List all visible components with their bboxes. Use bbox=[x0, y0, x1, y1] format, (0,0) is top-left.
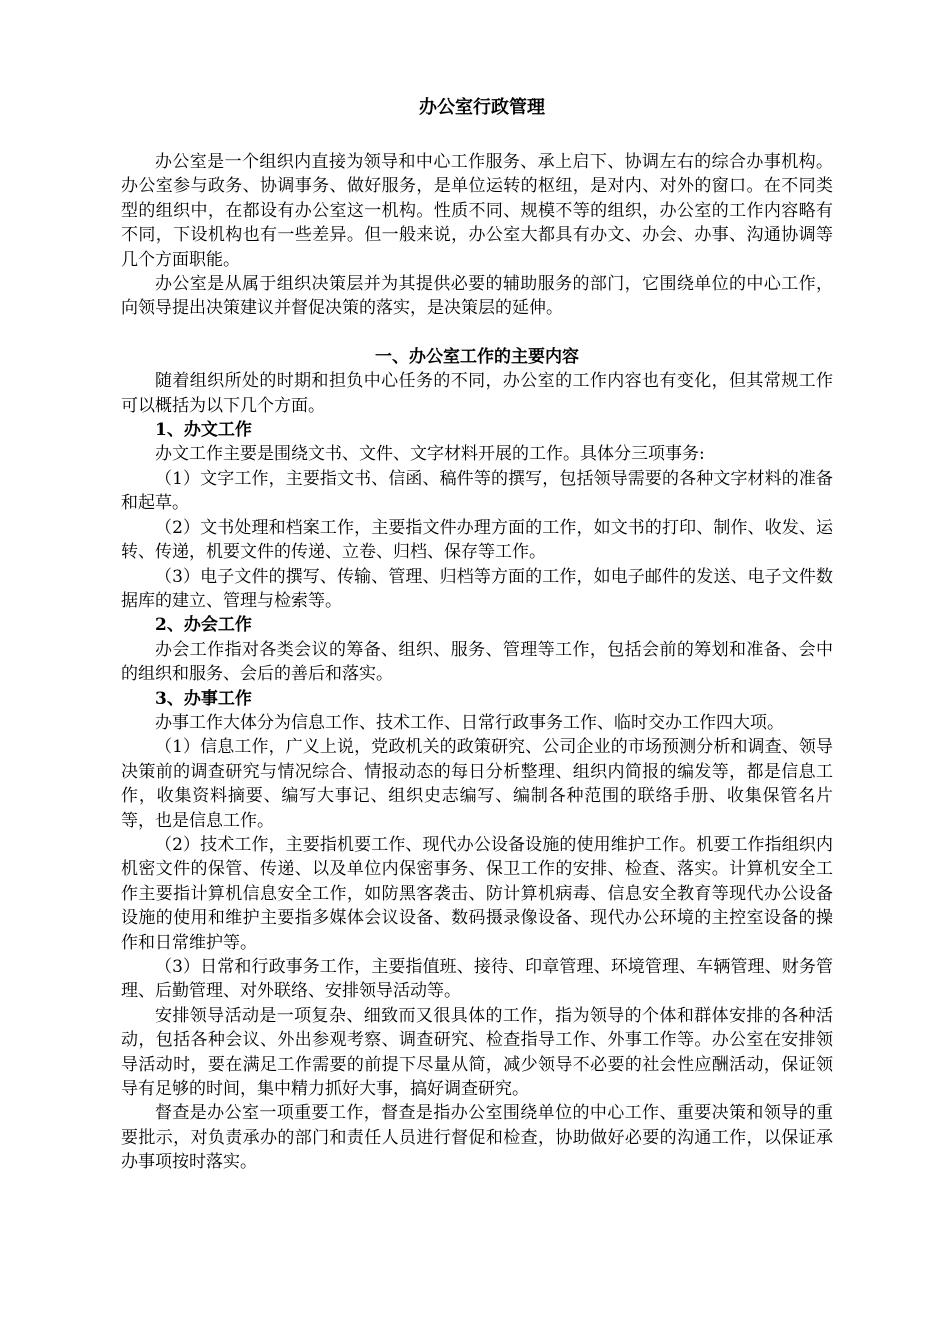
banshi-paragraph-4: （3）日常和行政事务工作，主要指值班、接待、印章管理、环境管理、车辆管理、财务管理、后勤管理、对外联络、安排领导活动等。 bbox=[121, 957, 833, 1002]
subheading-banwen: 1、办文工作 bbox=[155, 420, 252, 441]
section-heading-1: 一、办公室工作的主要内容 bbox=[375, 346, 579, 367]
banshi-paragraph-6: 督查是办公室一项重要工作，督查是指办公室围绕单位的中心工作、重要决策和领导的重要批示，对负责承办的部门和责任人员进行督促和检查，协助做好必要的沟通工作，以保证承办事项按时落实。 bbox=[121, 1103, 833, 1173]
banshi-paragraph-2: （1）信息工作，广义上说，党政机关的政策研究、公司企业的市场预测分析和调查、领导决策前的调查研究与情况综合、情报动态的每日分析整理、组织内简报的编发等，都是信息工作，收集资料摘要、编写大事记、组织史志编写、编制各种范围的联络手册、收集保管名片等，也是信息工作。 bbox=[121, 737, 833, 831]
banwen-paragraph-4: （3）电子文件的撰写、传输、管理、归档等方面的工作，如电子邮件的发送、电子文件数据库的建立、管理与检索等。 bbox=[121, 566, 833, 611]
intro-paragraph-2: 办公室是从属于组织决策层并为其提供必要的辅助服务的部门，它围绕单位的中心工作，向领导提出决策建议并督促决策的落实，是决策层的延伸。 bbox=[121, 274, 833, 319]
banwen-paragraph-2: （1）文字工作，主要指文书、信函、稿件等的撰写，包括领导需要的各种文字材料的准备和起草。 bbox=[121, 468, 833, 514]
document-title: 办公室行政管理 bbox=[419, 97, 545, 118]
subheading-banhui: 2、办会工作 bbox=[155, 615, 252, 636]
banshi-paragraph-3: （2）技术工作，主要指机要工作、现代办公设备设施的使用维护工作。机要工作指组织内机密文件的保管、传递、以及单位内保密事务、保卫工作的安排、检查、落实。计算机安全工作主要指计算机信息安全工作，如防黑客袭击、防计算机病毒、信息安全教育等现代办公设备设施的使用和维护主要指多媒体会议设备、数码摄录像设备、现代办公环境的主控室设备的操作和日常维护等。 bbox=[121, 834, 833, 953]
banwen-paragraph-3: （2）文书处理和档案工作，主要指文件办理方面的工作，如文书的打印、制作、收发、运转、传递，机要文件的传递、立卷、归档、保存等工作。 bbox=[121, 517, 833, 563]
banwen-paragraph-1: 办文工作主要是围绕文书、文件、文字材料开展的工作。具体分三项事务: bbox=[155, 444, 705, 465]
section-intro-paragraph: 随着组织所处的时期和担负中心任务的不同，办公室的工作内容也有变化，但其常规工作可以概括为以下几个方面。 bbox=[121, 371, 833, 416]
intro-paragraph-1: 办公室是一个组织内直接为领导和中心工作服务、承上启下、协调左右的综合办事机构。办公室参与政务、协调事务、做好服务，是单位运转的枢纽，是对内、对外的窗口。在不同类型的组织中，在都设有办公室这一机构。性质不同、规模不等的组织，办公室的工作内容略有不同，下设机构也有一些差异。但一般来说，办公室大都具有办文、办会、办事、沟通协调等几个方面职能。 bbox=[121, 152, 833, 270]
document-page bbox=[121, 96, 833, 1175]
banshi-paragraph-1: 办事工作大体分为信息工作、技术工作、日常行政事务工作、临时交办工作四大项。 bbox=[155, 712, 784, 733]
subheading-banshi: 3、办事工作 bbox=[155, 688, 252, 709]
banhui-paragraph-1: 办会工作指对各类会议的筹备、组织、服务、管理等工作，包括会前的筹划和准备、会中的组织和服务、会后的善后和落实。 bbox=[121, 639, 833, 685]
banshi-paragraph-5: 安排领导活动是一项复杂、细致而又很具体的工作，指为领导的个体和群体安排的各种活动，包括各种会议、外出参观考察、调查研究、检查指导工作、外事工作等。办公室在安排领导活动时，要在满足工作需要的前提下尽量从简，减少领导不必要的社会性应酬活动，保证领导有足够的时间，集中精力抓好大事，搞好调查研究。 bbox=[121, 1005, 833, 1100]
